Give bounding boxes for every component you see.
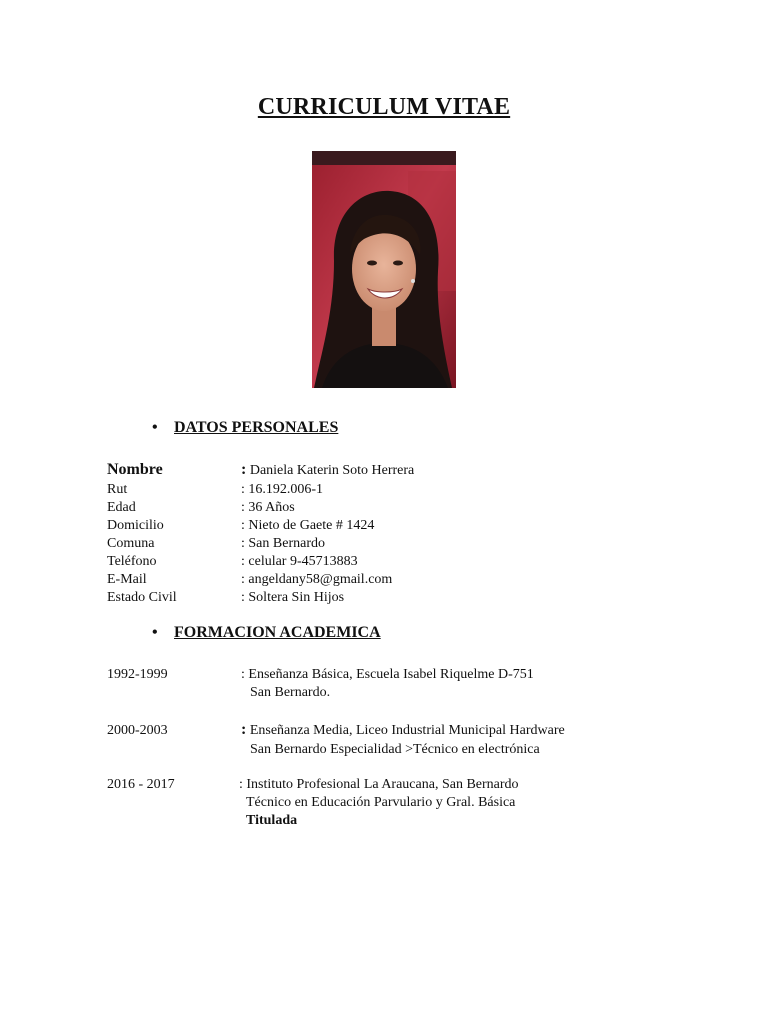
section-title-education: FORMACION ACADEMICA	[174, 624, 381, 641]
education-line2: San Bernardo.	[250, 685, 331, 700]
field-value: : 36 Años	[241, 500, 295, 515]
education-line3: Titulada	[246, 813, 298, 828]
education-period: 2000-2003	[107, 723, 168, 738]
field-label: Teléfono	[107, 554, 157, 569]
field-label: Estado Civil	[107, 590, 177, 605]
field-value: : angeldany58@gmail.com	[241, 572, 393, 587]
education-line1: Enseñanza Media, Liceo Industrial Municipal Hardware	[249, 723, 565, 738]
education-line1-wrap	[241, 721, 565, 740]
field-label: Domicilio	[107, 518, 164, 533]
field-colon: :	[241, 461, 247, 478]
field-label: Nombre	[107, 461, 163, 478]
education-line2: San Bernardo Especialidad >Técnico en electrónica	[250, 742, 540, 757]
education-line2: Técnico en Educación Parvulario y Gral. Básica	[246, 795, 516, 810]
education-line1: : Instituto Profesional La Araucana, San Bernardo	[239, 777, 519, 792]
field-value: Daniela Katerin Soto Herrera	[249, 463, 415, 478]
field-label: E-Mail	[107, 572, 147, 587]
section-heading-education	[152, 624, 381, 642]
section-heading-personal	[152, 419, 338, 437]
field-value: : celular 9-45713883	[241, 554, 358, 569]
portrait-image	[312, 151, 456, 388]
education-period: 2016 - 2017	[107, 777, 175, 792]
education-line1: : Enseñanza Básica, Escuela Isabel Riquelme D-751	[241, 667, 534, 682]
field-value-wrap	[241, 461, 414, 480]
field-label: Rut	[107, 482, 128, 497]
field-value: : Nieto de Gaete # 1424	[241, 518, 375, 533]
field-label: Comuna	[107, 536, 155, 551]
field-label: Edad	[107, 500, 136, 515]
bullet-icon: •	[152, 419, 158, 436]
field-value: : San Bernardo	[241, 536, 325, 551]
section-title-personal: DATOS PERSONALES	[174, 419, 339, 436]
education-period: 1992-1999	[107, 667, 168, 682]
education-colon: :	[241, 721, 247, 738]
field-value: : 16.192.006-1	[241, 482, 324, 497]
field-value: : Soltera Sin Hijos	[241, 590, 345, 605]
profile-photo	[312, 151, 456, 388]
page-title: CURRICULUM VITAE	[257, 94, 511, 120]
bullet-icon: •	[152, 624, 158, 641]
